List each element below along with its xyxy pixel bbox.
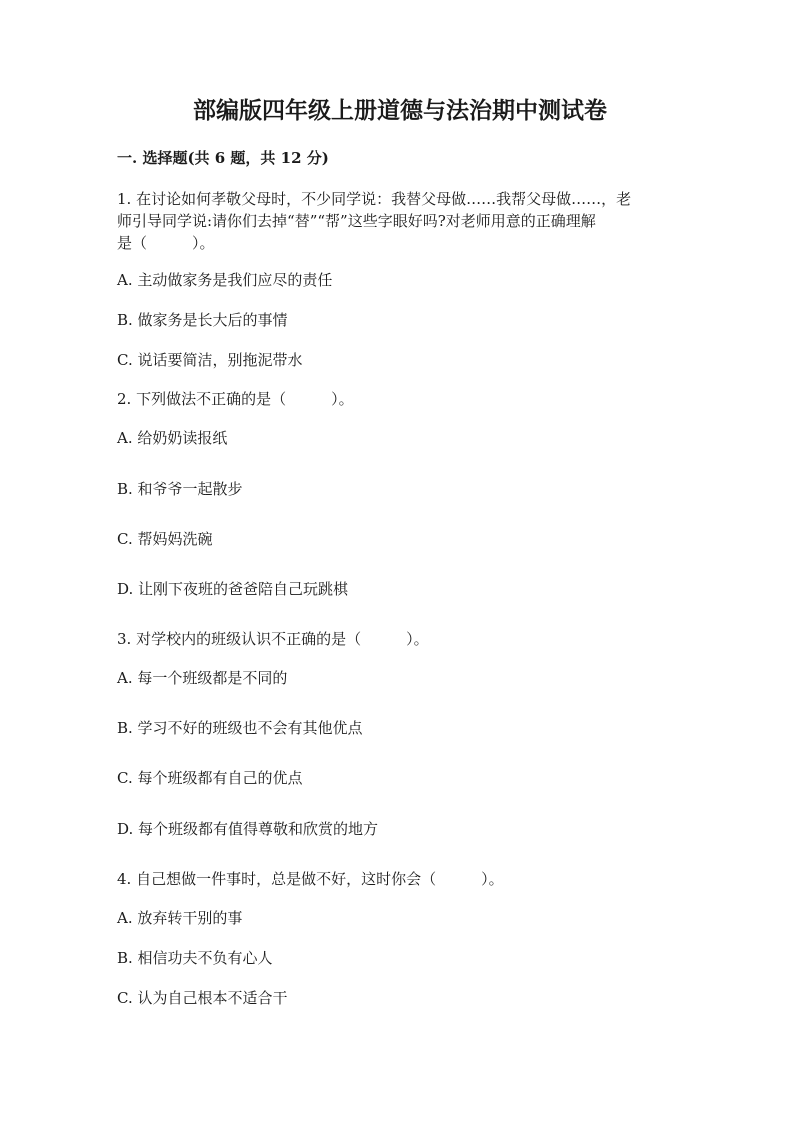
section-heading: 一. 选择题(共 6 题，共 12 分) — [117, 149, 329, 167]
option-3b: B. 学习不好的班级也不会有其他优点 — [117, 719, 363, 737]
option-2d: D. 让刚下夜班的爸爸陪自己玩跳棋 — [117, 580, 349, 598]
option-3a: A. 每一个班级都是不同的 — [117, 669, 288, 687]
option-1a: A. 主动做家务是我们应尽的责任 — [117, 271, 333, 289]
option-1b: B. 做家务是长大后的事情 — [117, 311, 288, 329]
question-2 — [117, 388, 687, 410]
option-3c: C. 每个班级都有自己的优点 — [117, 769, 303, 787]
question-text-line: 是（ ）。 — [117, 234, 215, 252]
option-2a: A. 给奶奶读报纸 — [117, 429, 228, 447]
option-3d: D. 每个班级都有值得尊敬和欣赏的地方 — [117, 820, 379, 838]
question-4 — [117, 868, 687, 890]
question-3 — [117, 628, 687, 650]
option-1c: C. 说话要简洁，别拖泥带水 — [117, 351, 303, 369]
page-title: 部编版四年级上册道德与法治期中测试卷 — [193, 97, 607, 124]
question-text-line: 4. 自己想做一件事时，总是做不好，这时你会（ ）。 — [117, 870, 504, 888]
question-text-line: 3. 对学校内的班级认识不正确的是（ ）。 — [117, 630, 429, 648]
question-text-line: 2. 下列做法不正确的是（ ）。 — [117, 390, 354, 408]
question-text-line: 1. 在讨论如何孝敬父母时，不少同学说：我替父母做……我帮父母做……，老 — [117, 190, 632, 208]
question-1 — [117, 188, 687, 254]
option-2c: C. 帮妈妈洗碗 — [117, 530, 213, 548]
option-4c: C. 认为自己根本不适合干 — [117, 989, 288, 1007]
option-4b: B. 相信功夫不负有心人 — [117, 949, 273, 967]
option-2b: B. 和爷爷一起散步 — [117, 480, 243, 498]
question-text-line: 师引导同学说:请你们去掉“替”“帮”这些字眼好吗?对老师用意的正确理解 — [117, 212, 596, 230]
option-4a: A. 放弃转干别的事 — [117, 909, 243, 927]
